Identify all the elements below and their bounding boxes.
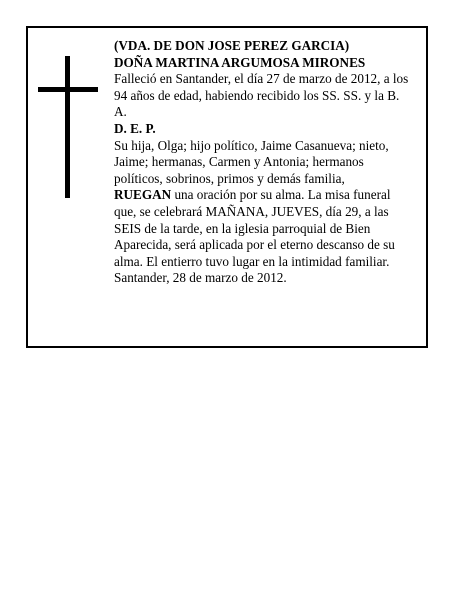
- obituary-text: [114, 38, 414, 287]
- death-announcement-line-1: Falleció en Santander, el día 27 de marzo de 2012, a los: [114, 71, 409, 87]
- funeral-line-2: SEIS de la tarde, en la iglesia parroquial de Bien: [114, 220, 371, 236]
- widow-of-line: (VDA. DE DON JOSE PEREZ GARCIA): [114, 38, 350, 53]
- family-line-2: Jaime; hermanas, Carmen y Antonia; hermanos: [114, 154, 364, 170]
- cross-icon: [38, 56, 98, 198]
- cross-horizontal-bar: [38, 87, 98, 92]
- family-line-1: Su hija, Olga; hijo político, Jaime Casanueva; nieto,: [114, 137, 389, 153]
- ruegan-label: RUEGAN: [114, 187, 172, 203]
- ruegan-rest: una oración por su alma. La misa funeral: [171, 187, 391, 203]
- obituary-notice: [26, 26, 428, 348]
- funeral-line-1: que, se celebrará MAÑANA, JUEVES, día 29, a las: [114, 203, 389, 219]
- ruegan-line: [114, 187, 414, 204]
- death-announcement-line-2: 94 años de edad, habiendo recibido los SS. SS. y la B.: [114, 87, 400, 103]
- rip-line: D. E. P.: [114, 120, 156, 136]
- death-announcement-line-3: A.: [114, 104, 127, 120]
- cross-vertical-bar: [65, 56, 70, 198]
- funeral-line-3: Aparecida, será aplicada por el eterno descanso de su: [114, 237, 395, 253]
- place-date-line: Santander, 28 de marzo de 2012.: [114, 270, 287, 286]
- deceased-name: DOÑA MARTINA ARGUMOSA MIRONES: [114, 54, 366, 70]
- family-line-3: políticos, sobrinos, primos y demás familia,: [114, 170, 345, 186]
- funeral-line-4: alma. El entierro tuvo lugar en la intimidad familiar.: [114, 253, 390, 269]
